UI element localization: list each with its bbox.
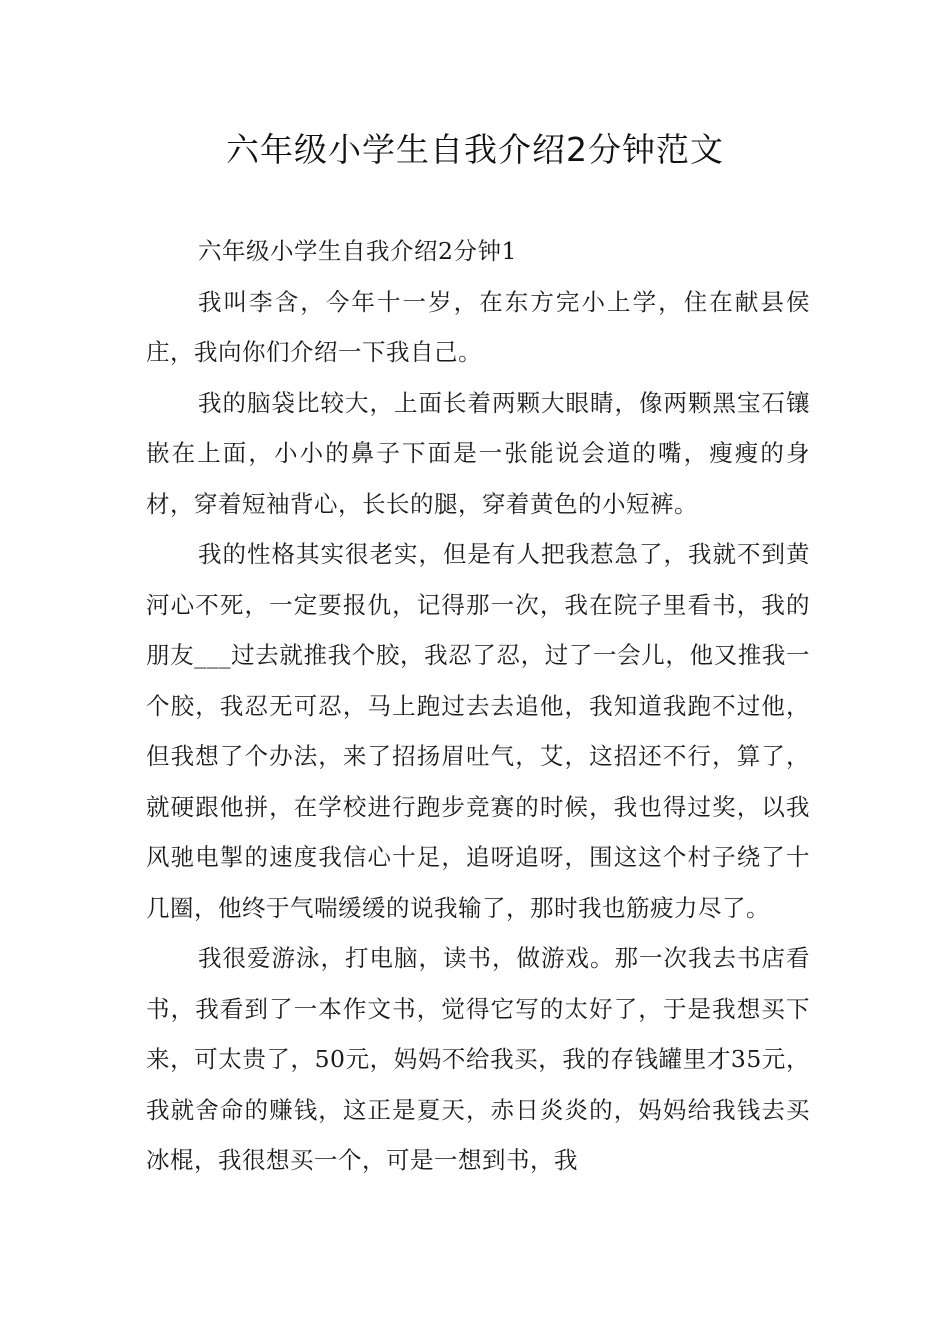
paragraph-1: 我叫李含，今年十一岁，在东方完小上学，住在献县侯庄，我向你们介绍一下我自己。: [146, 287, 810, 366]
paragraph-3: 我的性格其实很老实，但是有人把我惹急了，我就不到黄河心不死，一定要报仇，记得那一次，我在院子里看书，我的朋友___过去就推我个胶，我忍了忍，过了一会儿，他又推我一个胶，我忍无可忍，马上跑过去去追他，我知道我跑不过他，但我想了个办法，来了招扬眉吐气，艾，这招还不行，算了，就硬跟他拼，在学校进行跑步竞赛的时候，我也得过奖，以我风驰电掣的速度我信心十足，追呀追呀，围这这个村子绕了十几圈，他终于气喘缓缓的说我输了，那时我也筋疲力尽了。: [146, 540, 810, 922]
paragraph-2: 我的脑袋比较大，上面长着两颗大眼睛，像两颗黑宝石镶嵌在上面，小小的鼻子下面是一张能说会道的嘴，瘦瘦的身材，穿着短袖背心，长长的腿，穿着黄色的小短裤。: [146, 388, 810, 518]
document-title: 六年级小学生自我介绍2分钟范文: [226, 130, 724, 169]
paragraph-4: 我很爱游泳，打电脑，读书，做游戏。那一次我去书店看书，我看到了一本作文书，觉得它写的太好了，于是我想买下来，可太贵了，50元，妈妈不给我买，我的存钱罐里才35元，我就舍命的赚钱，这正是夏天，赤日炎炎的，妈妈给我钱去买冰棍，我很想买一个，可是一想到书，我: [146, 944, 810, 1174]
section-heading: 六年级小学生自我介绍2分钟1: [198, 237, 517, 265]
document-body: [146, 226, 810, 1186]
